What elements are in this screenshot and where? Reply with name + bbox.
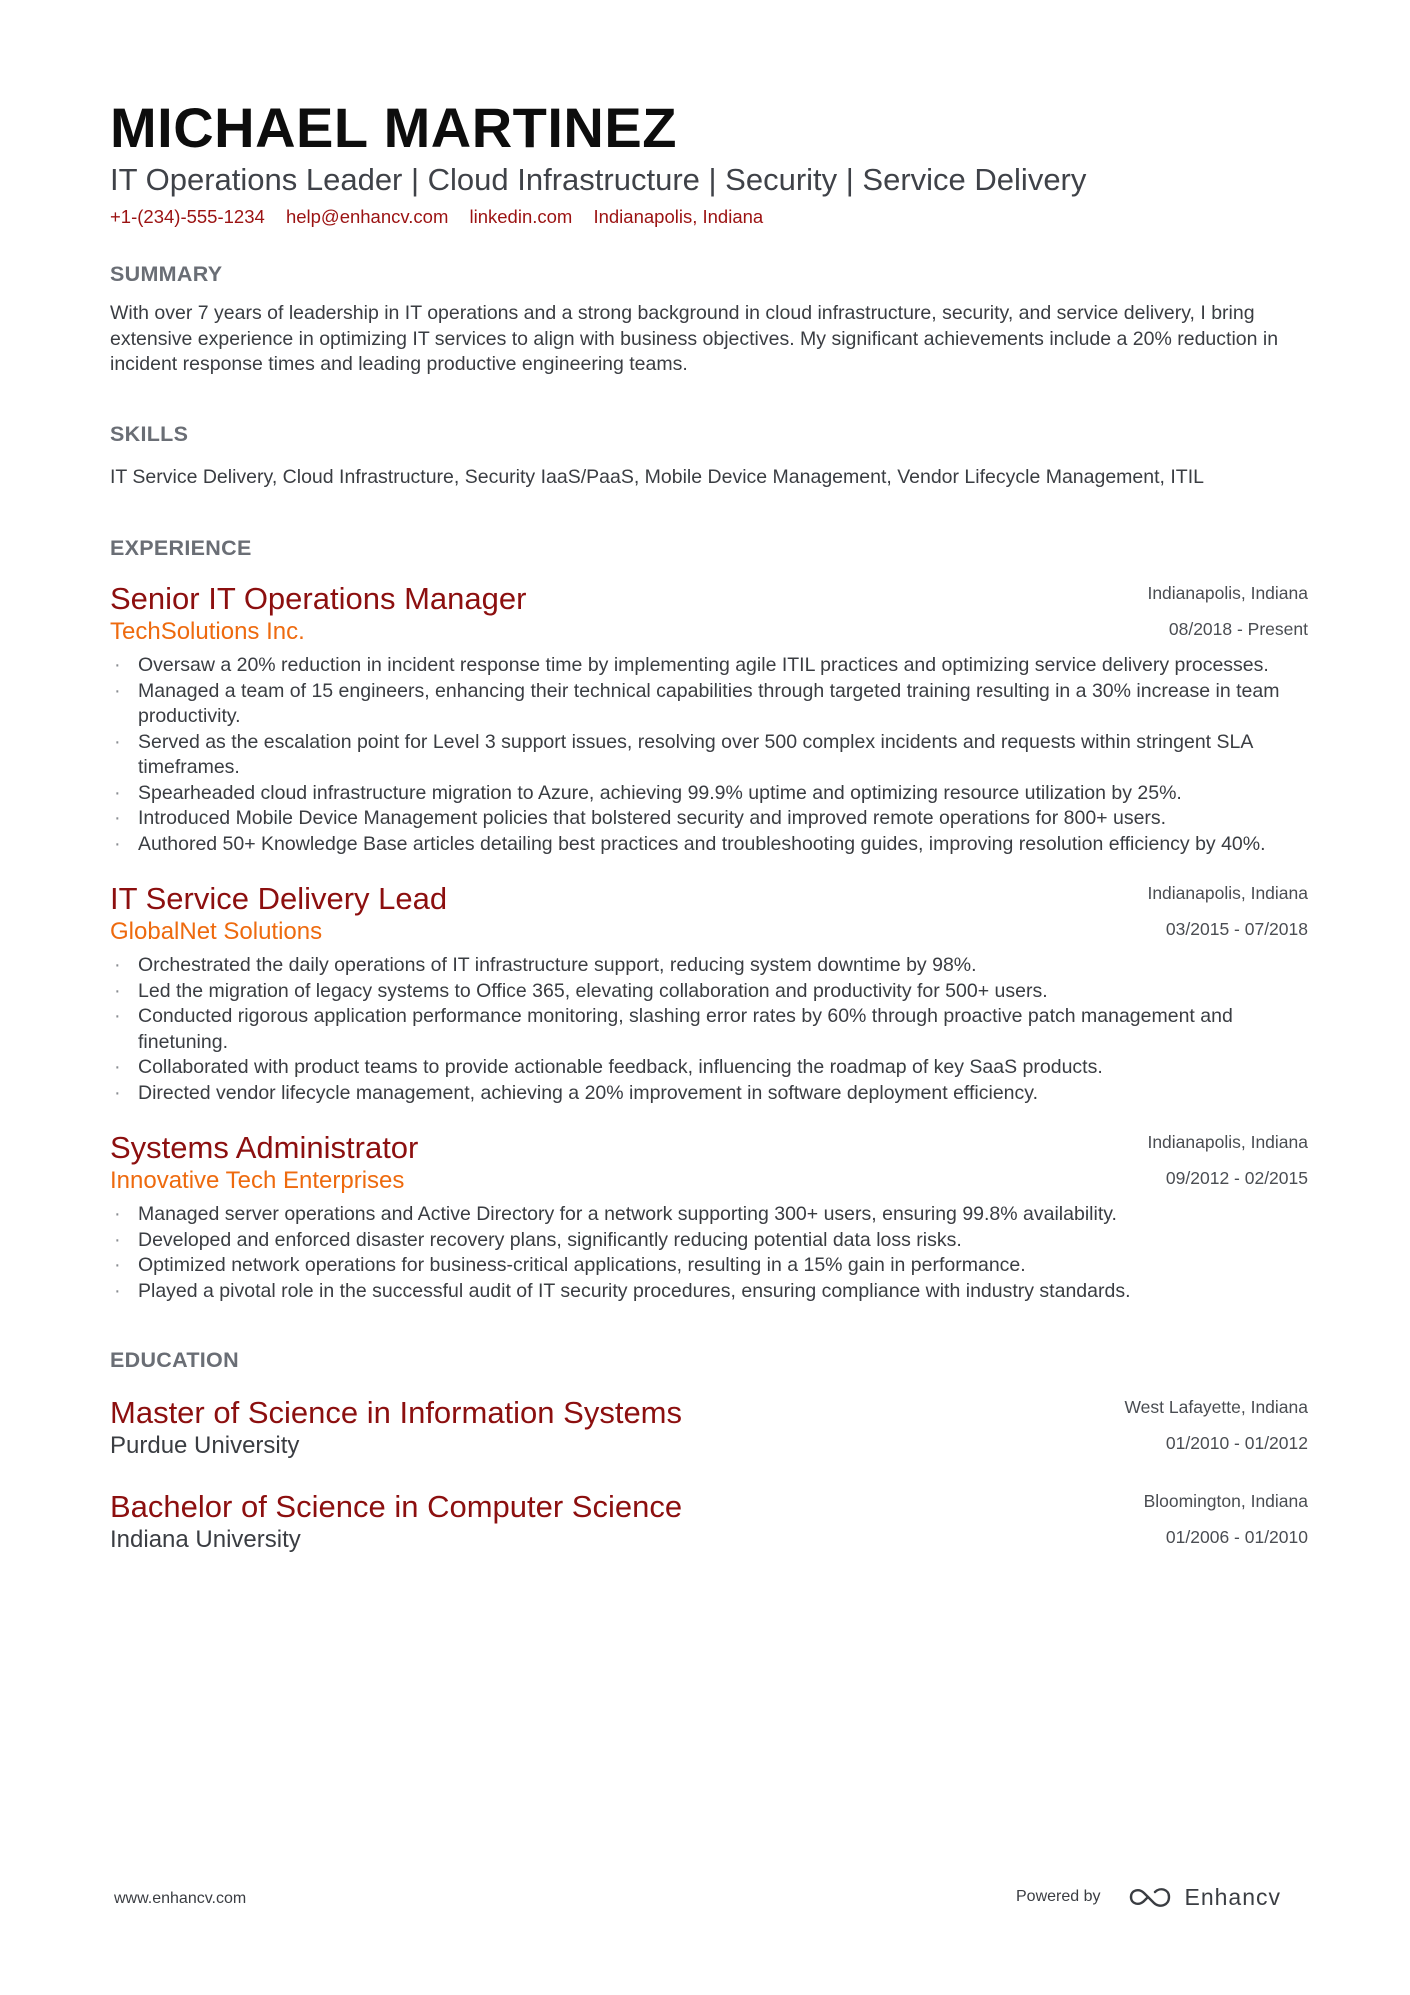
entry-location: Indianapolis, Indiana: [1147, 1132, 1308, 1152]
achievement-list: [110, 953, 1308, 1106]
degree-title: Master of Science in Information Systems: [110, 1395, 683, 1430]
achievement-item: · Managed server operations and Active Directory for a network supporting 300+ users, ensuring 99.8% availability.: [110, 1202, 1308, 1228]
achievement-item: · Developed and enforced disaster recovery plans, significantly reducing potential data loss risks.: [110, 1228, 1308, 1254]
education-entry: [110, 1489, 1308, 1555]
footer-branding: [1016, 1880, 1281, 1914]
entry-location: Indianapolis, Indiana: [1147, 883, 1308, 903]
entry-dates: 01/2010 - 01/2012: [1165, 1433, 1308, 1453]
institution-name: Indiana University: [110, 1526, 301, 1553]
experience-entry: [110, 581, 1308, 857]
achievement-item: · Managed a team of 15 engineers, enhancing their technical capabilities through targeted training resulting in a 30% increase in team productivity.: [110, 679, 1308, 730]
education-heading: EDUCATION: [110, 1348, 239, 1372]
company-name: GlobalNet Solutions: [110, 918, 323, 945]
entry-dates: 03/2015 - 07/2018: [1165, 919, 1308, 939]
entry-location: Indianapolis, Indiana: [1147, 583, 1308, 603]
achievement-item: · Spearheaded cloud infrastructure migration to Azure, achieving 99.9% uptime and optimizing resource utilization by 25%.: [110, 781, 1308, 807]
achievement-item: · Oversaw a 20% reduction in incident response time by implementing agile ITIL practices and optimizing service delivery processes.: [110, 653, 1308, 679]
enhancv-logo-text: Enhancv: [1184, 1883, 1282, 1910]
achievement-item: · Conducted rigorous application performance monitoring, slashing error rates by 60% through proactive patch management and finetuning.: [110, 1004, 1308, 1055]
experience-entry: [110, 881, 1308, 1106]
achievement-item: · Played a pivotal role in the successful audit of IT security procedures, ensuring compliance with industry standards.: [110, 1279, 1308, 1305]
headline: IT Operations Leader | Cloud Infrastructure | Security | Service Delivery: [110, 162, 1087, 197]
summary-heading: SUMMARY: [110, 262, 223, 286]
candidate-name: MICHAEL MARTINEZ: [110, 96, 677, 159]
achievement-item: · Orchestrated the daily operations of IT infrastructure support, reducing system downtime by 98%.: [110, 953, 1308, 979]
entry-dates: 09/2012 - 02/2015: [1165, 1168, 1308, 1188]
contact-email[interactable]: help@enhancv.com: [285, 206, 449, 227]
experience-heading: EXPERIENCE: [110, 536, 252, 560]
entry-dates: 08/2018 - Present: [1168, 619, 1308, 639]
skills-text: IT Service Delivery, Cloud Infrastructure, Security IaaS/PaaS, Mobile Device Management, Vendor Lifecycle Management, ITIL: [110, 465, 1204, 488]
job-title: Systems Administrator: [110, 1130, 419, 1165]
achievement-list: [110, 653, 1308, 857]
skills-heading: SKILLS: [110, 421, 189, 446]
company-name: TechSolutions Inc.: [110, 618, 305, 645]
experience-entry: [110, 1130, 1308, 1304]
job-title: Senior IT Operations Manager: [110, 581, 527, 616]
company-name: Innovative Tech Enterprises: [110, 1167, 405, 1194]
job-title: IT Service Delivery Lead: [110, 881, 448, 916]
entry-location: Bloomington, Indiana: [1143, 1491, 1308, 1511]
achievement-item: · Led the migration of legacy systems to Office 365, elevating collaboration and productivity for 500+ users.: [110, 979, 1308, 1005]
achievement-item: · Collaborated with product teams to provide actionable feedback, influencing the roadmap of key SaaS products.: [110, 1055, 1308, 1081]
achievement-item: · Optimized network operations for business-critical applications, resulting in a 15% gain in performance.: [110, 1253, 1308, 1279]
powered-by-label: Powered by: [1016, 1888, 1101, 1905]
resume-page: [110, 96, 1308, 1555]
enhancv-logo-icon: [1127, 1884, 1173, 1910]
achievement-item: · Directed vendor lifecycle management, achieving a 20% improvement in software deployment efficiency.: [110, 1081, 1308, 1107]
contact-location: Indianapolis, Indiana: [593, 206, 764, 227]
contact-line: [110, 204, 1308, 230]
footer-website[interactable]: www.enhancv.com: [114, 1890, 247, 1907]
education-entry: [110, 1395, 1308, 1461]
entry-dates: 01/2006 - 01/2010: [1165, 1527, 1308, 1547]
achievement-item: · Served as the escalation point for Level 3 support issues, resolving over 500 complex incidents and requests within stringent SLA timeframes.: [110, 730, 1308, 781]
institution-name: Purdue University: [110, 1432, 300, 1459]
entry-location: West Lafayette, Indiana: [1124, 1397, 1308, 1417]
achievement-item: · Introduced Mobile Device Management policies that bolstered security and improved remote operations for 800+ users.: [110, 806, 1308, 832]
contact-linkedin[interactable]: linkedin.com: [469, 206, 573, 227]
contact-phone[interactable]: +1-(234)-555-1234: [110, 206, 265, 227]
achievement-list: [110, 1202, 1308, 1304]
achievement-item: · Authored 50+ Knowledge Base articles detailing best practices and troubleshooting guides, improving resolution efficiency by 40%.: [110, 832, 1308, 858]
summary-text: With over 7 years of leadership in IT operations and a strong background in cloud infrastructure, security, and service delivery, I bring extensive experience in optimizing IT services to align with business objectives. My significant achievements include a 20% reduction in incident response times and leading productive engineering teams.: [110, 302, 1279, 375]
degree-title: Bachelor of Science in Computer Science: [110, 1489, 683, 1524]
